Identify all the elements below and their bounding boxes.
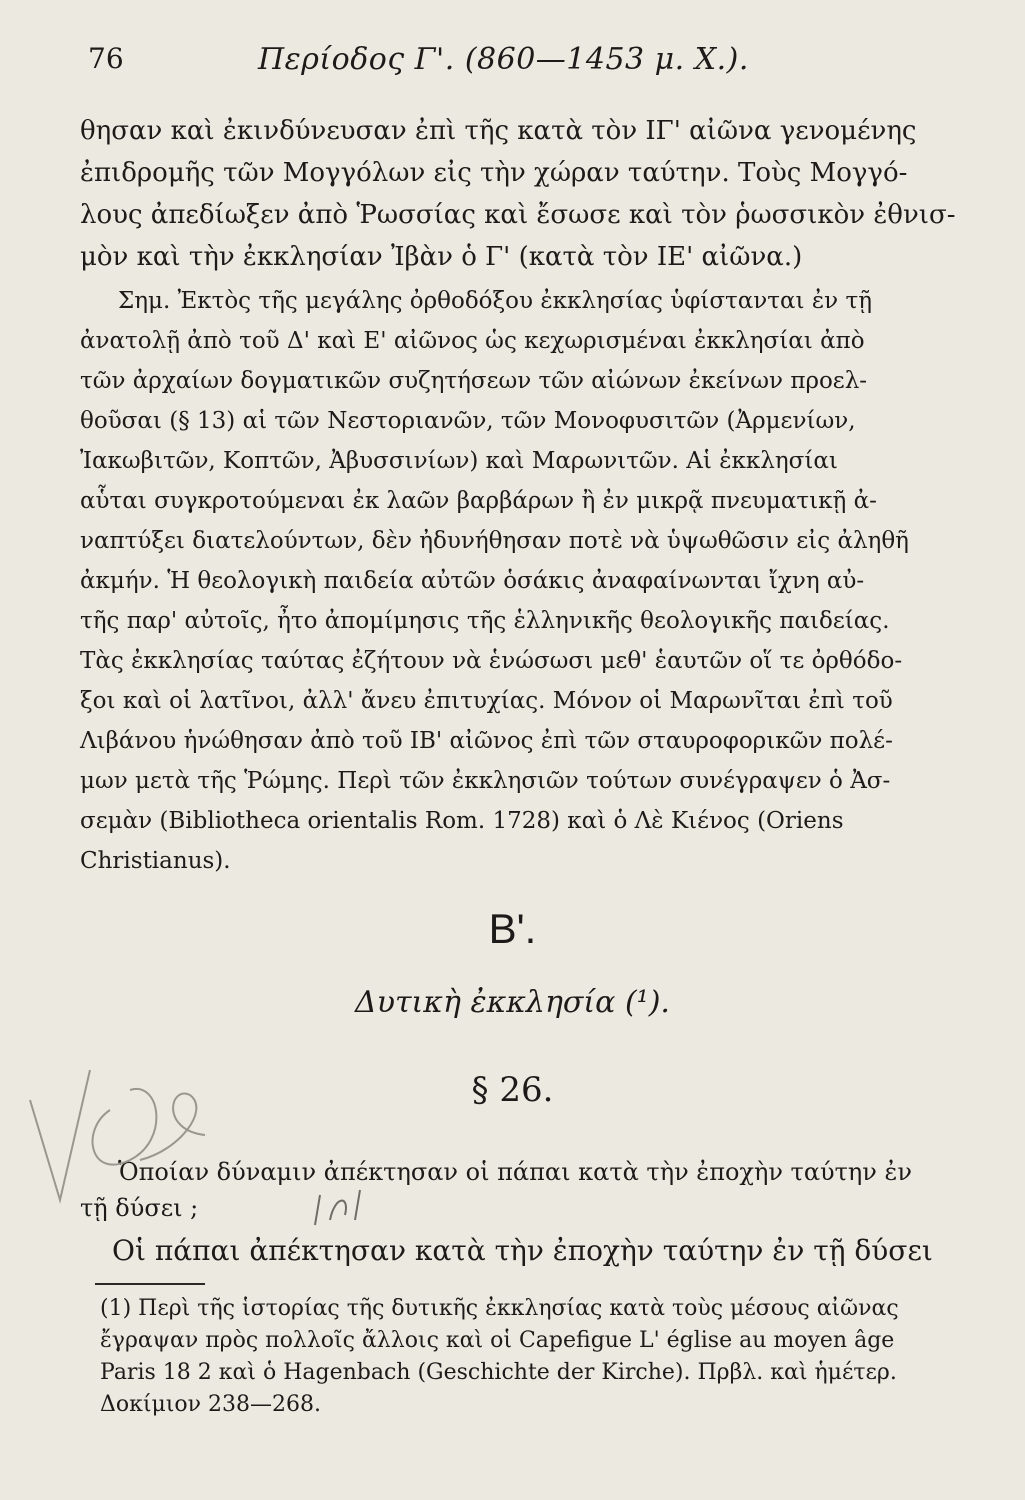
note-line: ξοι καὶ οἱ λατῖνοι, ἀλλ' ἄνευ ἐπιτυχίας. Μόνον οἱ Μαρωνῖται ἐπὶ τοῦ (80, 688, 893, 714)
note-line: Λιβάνου ἡνώθησαν ἀπὸ τοῦ ΙΒ' αἰῶνος ἐπὶ τῶν σταυροφορικῶν πολέ- (80, 728, 893, 754)
footnote-line: Δοκίμιον 238—268. (100, 1392, 322, 1417)
note-line: Ἰακωβιτῶν, Κοπτῶν, Ἀβυσσινίων) καὶ Μαρωνιτῶν. Αἱ ἐκκλησίαι (80, 448, 838, 474)
note-line: Σημ. Ἐκτὸς τῆς μεγάλης ὀρθοδόξου ἐκκλησίας ὑφίστανται ἐν τῇ (118, 288, 872, 314)
footnote-line: (1) Περὶ τῆς ἱστορίας τῆς δυτικῆς ἐκκλησίας κατὰ τοὺς μέσους αἰῶνας (100, 1296, 899, 1321)
note-line: μων μετὰ τῆς Ῥώμης. Περὶ τῶν ἐκκλησιῶν τούτων συνέγραψεν ὁ Ἀσ- (80, 768, 891, 794)
section-number: § 26. (471, 1070, 554, 1110)
note-line: αὗται συγκροτούμεναι ἐκ λαῶν βαρβάρων ἢ ἐν μικρᾷ πνευματικῇ ἀ- (80, 488, 877, 514)
page-number: 76 (88, 42, 124, 75)
page-header (88, 42, 948, 92)
note-line: Christianus). (80, 848, 231, 874)
note-line: ναπτύξει διατελούντων, δὲν ἠδυνήθησαν ποτὲ νὰ ὑψωθῶσιν εἰς ἀληθῆ (80, 528, 909, 554)
section-title: Δυτικὴ ἐκκλησία (¹). (355, 985, 670, 1020)
footnote-line: ἔγραψαν πρὸς πολλοῖς ἄλλοις καὶ οἱ Capefigue L' église au moyen âge (100, 1328, 895, 1353)
text-line: ἐπιδρομῆς τῶν Μογγόλων εἰς τὴν χώραν ταύτην. Τοὺς Μογγό- (80, 158, 908, 188)
pencil-mark (310, 1185, 370, 1230)
note-line: ἀκμήν. Ἡ θεολογικὴ παιδεία αὐτῶν ὁσάκις ἀναφαίνωνται ἴχνη αὐ- (80, 568, 865, 594)
text-line: μὸν καὶ τὴν ἐκκλησίαν Ἰβὰν ὁ Γ' (κατὰ τὸν ΙΕ' αἰῶνα.) (80, 242, 803, 272)
note-line: ἀνατολῇ ἀπὸ τοῦ Δ' καὶ Ε' αἰῶνος ὡς κεχωρισμέναι ἐκκλησίαι ἀπὸ (80, 328, 865, 354)
pencil-mark (20, 1040, 250, 1220)
note-line: τῆς παρ' αὐτοῖς, ἦτο ἀπομίμησις τῆς ἑλληνικῆς θεολογικῆς παιδείας. (80, 608, 890, 634)
footnote-rule (95, 1283, 205, 1285)
section-letter: Β'. (488, 905, 537, 952)
footnote-line: Paris 18 2 καὶ ὁ Hagenbach (Geschichte der Kirche). Πρβλ. καὶ ἡμέτερ. (100, 1360, 897, 1385)
note-line: σεμὰν (Bibliotheca orientalis Rom. 1728) καὶ ὁ Λὲ Κιένος (Oriens (80, 808, 844, 834)
note-line: τῶν ἀρχαίων δογματικῶν συζητήσεων τῶν αἰώνων ἐκείνων προελ- (80, 368, 868, 394)
question-line: Ὁποίαν δύναμιν ἀπέκτησαν οἱ πάπαι κατὰ τὴν ἐποχὴν ταύτην ἐν (118, 1158, 912, 1186)
text-line: λους ἀπεδίωξεν ἀπὸ Ῥωσσίας καὶ ἔσωσε καὶ τὸν ῥωσσικὸν ἐθνισ- (80, 200, 956, 230)
note-line: θοῦσαι (§ 13) αἱ τῶν Νεστοριανῶν, τῶν Μονοφυσιτῶν (Ἀρμενίων, (80, 408, 856, 434)
text-line: θησαν καὶ ἐκινδύνευσαν ἐπὶ τῆς κατὰ τὸν ΙΓ' αἰῶνα γενομένης (80, 116, 917, 146)
question-line: τῇ δύσει ; (80, 1194, 199, 1222)
note-line: Τὰς ἐκκλησίας ταύτας ἐζήτουν νὰ ἑνώσωσι μεθ' ἑαυτῶν οἵ τε ὀρθόδο- (80, 648, 903, 674)
running-title: Περίοδος Γ'. (860—1453 μ. Χ.). (258, 42, 749, 77)
answer-line: Οἱ πάπαι ἀπέκτησαν κατὰ τὴν ἐποχὴν ταύτην ἐν τῇ δύσει (112, 1234, 933, 1267)
